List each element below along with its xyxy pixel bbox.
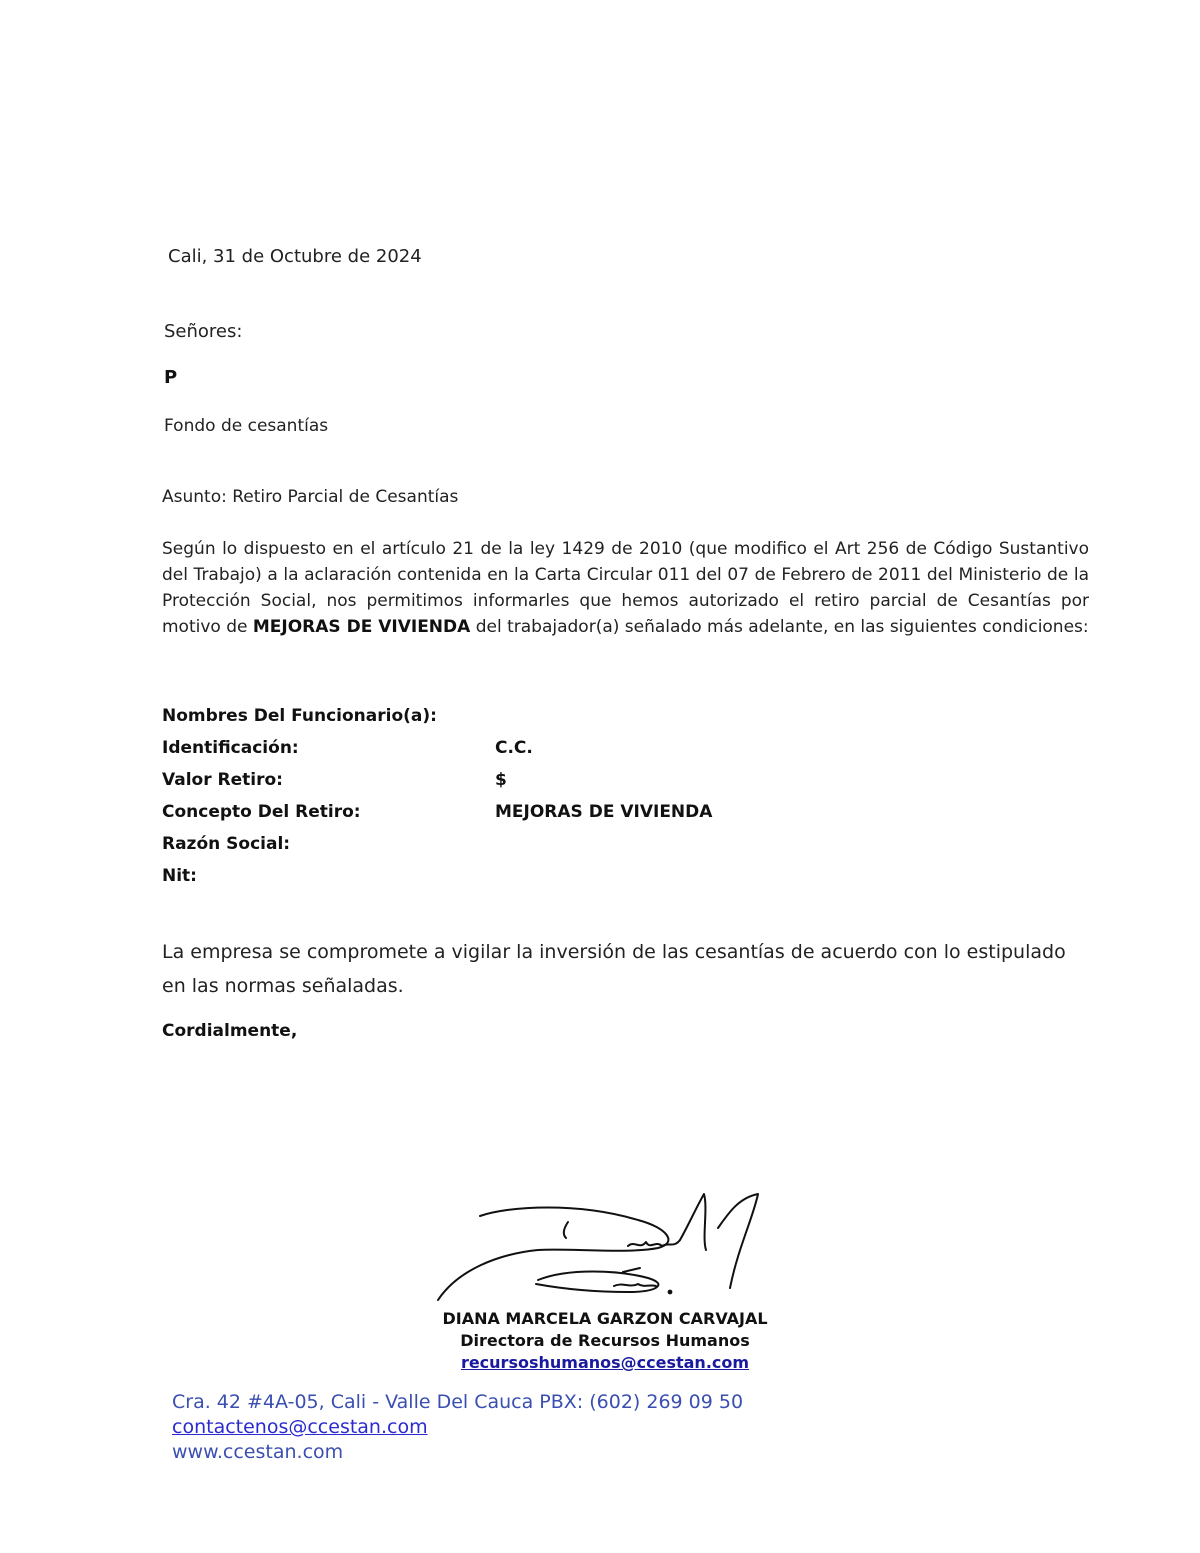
body-paragraph [162,536,1089,640]
body-text-end: del trabajador(a) señalado más adelante, en las siguientes condiciones: [470,617,1089,637]
fund-name: Fondo de cesantías [164,416,329,436]
subject-line: Asunto: Retiro Parcial de Cesantías [162,487,459,507]
footer-email-link[interactable]: contactenos@ccestan.com [172,1416,428,1438]
field-value-identificacion: C.C. [495,738,533,758]
signatory-title: Directora de Recursos Humanos [460,1331,750,1350]
closing: Cordialmente, [162,1021,298,1041]
signature-block [405,1308,805,1374]
signatory-name: DIANA MARCELA GARZON CARVAJAL [442,1309,768,1328]
field-label-razon-social: Razón Social: [162,834,291,854]
body-text-start: Según lo dispuesto en el artículo 21 de la ley 1429 de 2010 (que modifico el Art 256 de Código Sustantivo del Trabajo) a la aclaración contenida en la Carta Circular 011 del 07 de Febrero de 2011 del Ministerio de la Protección Social, nos permitimos informarles que hemos autorizado el retiro parcial de Cesantías por motivo de [162,539,1089,637]
date-line: Cali, 31 de Octubre de 2024 [168,246,422,267]
commitment-paragraph: La empresa se compromete a vigilar la inversión de las cesantías de acuerdo con lo estipulado en las normas señaladas. [162,941,1066,997]
field-value-valor: $ [495,770,507,790]
field-value-concepto: MEJORAS DE VIVIENDA [495,802,713,822]
field-label-nombres: Nombres Del Funcionario(a): [162,706,437,726]
handwritten-signature [418,1188,778,1308]
footer-address: Cra. 42 #4A-05, Cali - Valle Del Cauca PBX: (602) 269 09 50 [172,1391,744,1413]
field-label-concepto: Concepto Del Retiro: [162,802,361,822]
signatory-email-link[interactable]: recursoshumanos@ccestan.com [460,1353,750,1372]
field-label-nit: Nit: [162,866,197,886]
recipient: P [164,367,178,388]
field-label-valor: Valor Retiro: [162,770,283,790]
salutation: Señores: [164,321,243,342]
field-label-identificacion: Identificación: [162,738,299,758]
footer-website: www.ccestan.com [172,1441,344,1463]
footer [172,1390,743,1465]
body-text-bold: MEJORAS DE VIVIENDA [252,617,471,637]
